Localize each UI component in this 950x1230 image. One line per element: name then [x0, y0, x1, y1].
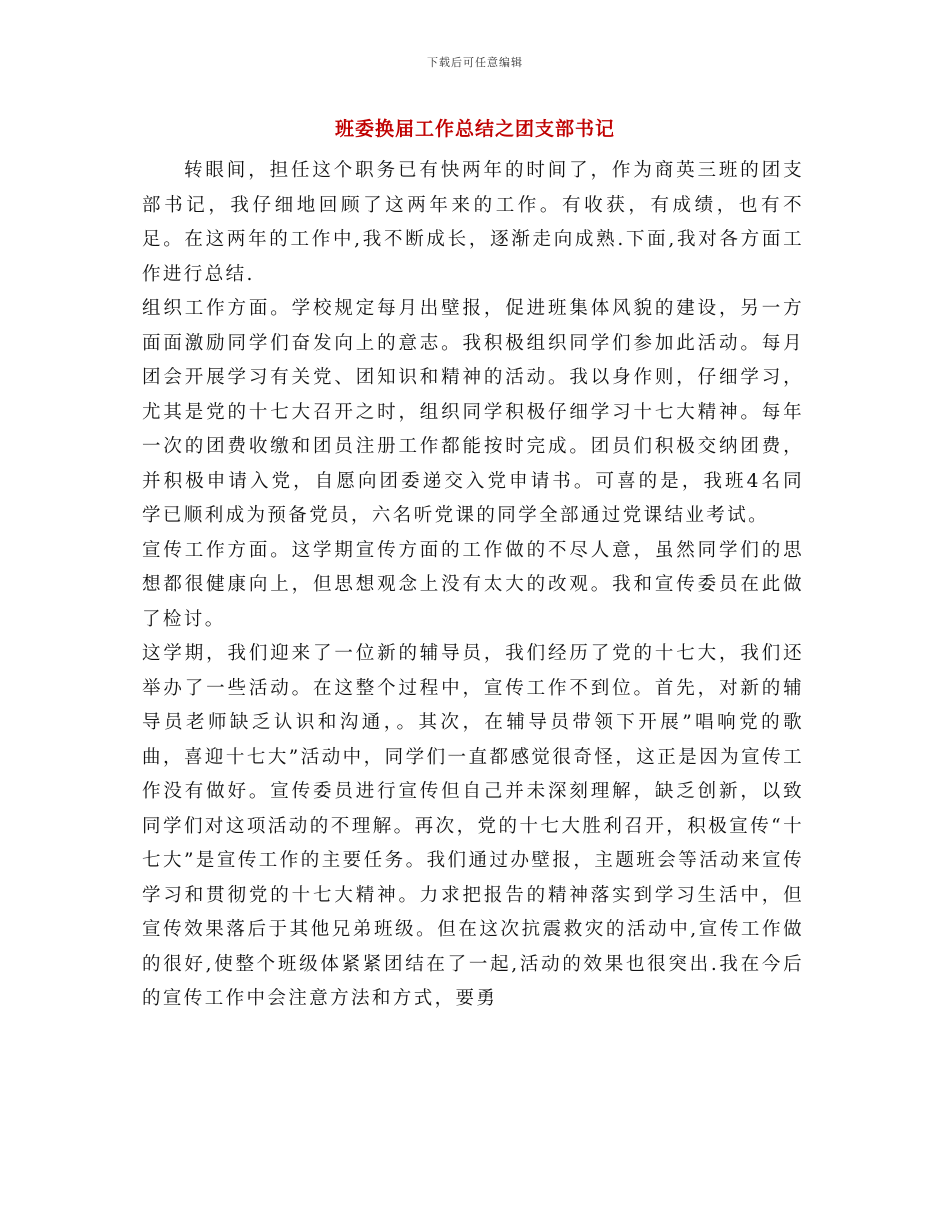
paragraph-this-semester: 这学期，我们迎来了一位新的辅导员，我们经历了党的十七大，我们还举办了一些活动。在这整个过程中，宣传工作不到位。首先，对新的辅导员老师缺乏认识和沟通，。其次，在辅导员带领下开展”唱响党的歌曲，喜迎十七大”活动中，同学们一直都感觉很奇怪，这正是因为宣传工作没有做好。宣传委员进行宣传但自己并未深刻理解，缺乏创新，以致同学们对这项活动的不理解。再次，党的十七大胜利召开，积极宣传“十七大”是宣传工作的主要任务。我们通过办壁报，主题班会等活动来宣传学习和贯彻党的十七大精神。力求把报告的精神落实到学习生活中，但宣传效果落后于其他兄弟班级。但在这次抗震救灾的活动中,宣传工作做的很好,使整个班级体紧紧团结在了一起,活动的效果也很突出.我在今后的宣传工作中会注意方法和方式，要勇 [142, 643, 804, 1009]
paragraph-publicity: 宣传工作方面。这学期宣传方面的工作做的不尽人意，虽然同学们的思想都很健康向上，但思想观念上没有太大的改观。我和宣传委员在此做了检讨。 [142, 539, 804, 630]
paragraph-intro: 转眼间，担任这个职务已有快两年的时间了，作为商英三班的团支部书记，我仔细地回顾了这两年来的工作。有收获，有成绩，也有不足。在这两年的工作中,我不断成长，逐渐走向成熟.下面,我对各方面工作进行总结. [142, 160, 804, 285]
paragraph-organization: 组织工作方面。学校规定每月出壁报，促进班集体风貌的建设，另一方面面激励同学们奋发向上的意志。我积极组织同学们参加此活动。每月团会开展学习有关党、团知识和精神的活动。我以身作则，仔细学习，尤其是党的十七大召开之时，组织同学积极仔细学习十七大精神。每年一次的团费收缴和团员注册工作都能按时完成。团员们积极交纳团费，并积极申请入党，自愿向团委递交入党申请书。可喜的是，我班4名同学已顺利成为预备党员，六名听党课的同学全部通过党课结业考试。 [142, 298, 804, 526]
document-title: 班委换届工作总结之团支部书记 [334, 118, 615, 140]
document-body [142, 154, 804, 1017]
header-note: 下载后可任意编辑 [427, 56, 523, 69]
